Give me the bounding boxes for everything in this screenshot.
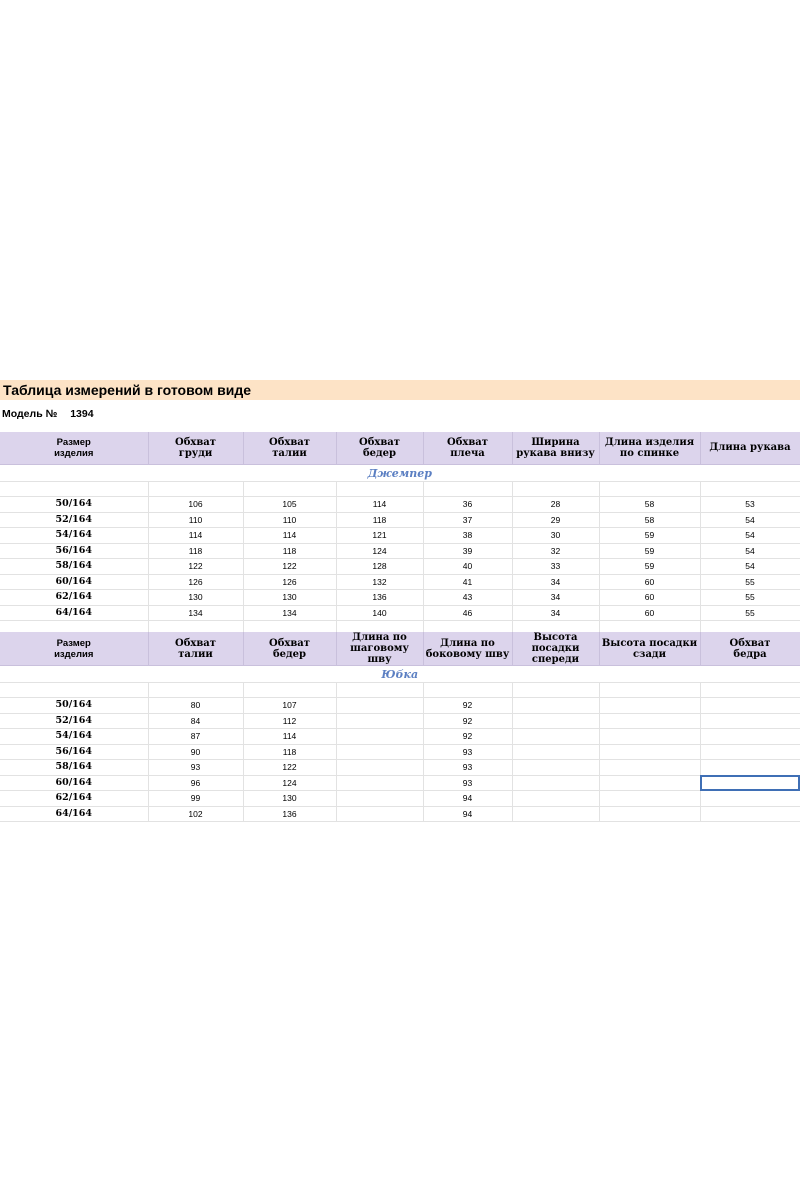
value-cell[interactable]: 60 <box>599 574 700 590</box>
value-cell[interactable]: 128 <box>336 559 423 575</box>
empty-cell[interactable] <box>243 683 336 698</box>
jumper-header-7[interactable] <box>700 432 800 465</box>
value-cell[interactable]: 92 <box>423 729 512 745</box>
empty-cell[interactable] <box>148 482 243 497</box>
header-text: бедер <box>272 648 307 660</box>
header-text: Обхват <box>359 437 400 448</box>
value-cell[interactable]: 94 <box>423 806 512 822</box>
header-text: груди <box>178 448 213 459</box>
value-cell[interactable] <box>512 775 599 791</box>
size-cell[interactable]: 62/164 <box>0 791 148 807</box>
size-cell[interactable]: 58/164 <box>0 760 148 776</box>
value-cell[interactable]: 93 <box>423 775 512 791</box>
value-cell[interactable]: 114 <box>243 528 336 544</box>
size-cell[interactable]: 56/164 <box>0 744 148 760</box>
header-text: плеча <box>450 448 485 459</box>
empty-cell[interactable] <box>512 683 599 698</box>
value-cell[interactable]: 93 <box>423 760 512 776</box>
jumper-section-label: Джемпер <box>0 465 800 482</box>
table-row <box>0 528 800 544</box>
table-row <box>0 574 800 590</box>
value-cell[interactable] <box>700 713 800 729</box>
value-cell[interactable]: 122 <box>243 760 336 776</box>
table-row <box>0 791 800 807</box>
size-cell[interactable]: 62/164 <box>0 590 148 606</box>
value-cell[interactable]: 105 <box>243 497 336 513</box>
value-cell[interactable]: 80 <box>148 698 243 714</box>
model-number: 1394 <box>70 408 94 420</box>
value-cell[interactable]: 29 <box>512 512 599 528</box>
empty-cell[interactable] <box>0 482 148 497</box>
value-cell[interactable]: 59 <box>599 559 700 575</box>
value-cell[interactable]: 60 <box>599 605 700 621</box>
value-cell[interactable]: 46 <box>423 605 512 621</box>
table-row <box>0 729 800 745</box>
value-cell[interactable] <box>700 760 800 776</box>
size-cell[interactable]: 54/164 <box>0 528 148 544</box>
value-cell[interactable]: 59 <box>599 528 700 544</box>
value-cell[interactable] <box>512 713 599 729</box>
empty-cell[interactable] <box>423 683 512 698</box>
value-cell[interactable] <box>599 775 700 791</box>
value-cell[interactable]: 121 <box>336 528 423 544</box>
value-cell[interactable]: 58 <box>599 512 700 528</box>
header-text: бедер <box>362 448 397 459</box>
size-cell[interactable]: 52/164 <box>0 713 148 729</box>
value-cell[interactable] <box>700 806 800 822</box>
empty-cell[interactable] <box>148 683 243 698</box>
value-cell[interactable]: 136 <box>243 806 336 822</box>
value-cell[interactable]: 28 <box>512 497 599 513</box>
value-cell[interactable]: 130 <box>148 590 243 606</box>
header-text: талии <box>272 448 307 459</box>
table-row <box>0 698 800 714</box>
header-text: Обхват <box>175 437 216 448</box>
value-cell[interactable]: 92 <box>423 698 512 714</box>
empty-cell[interactable] <box>243 482 336 497</box>
size-cell[interactable]: 60/164 <box>0 574 148 590</box>
size-cell[interactable]: 52/164 <box>0 512 148 528</box>
model-label: Модель № <box>2 408 58 420</box>
header-text: Ширина <box>531 437 580 448</box>
header-text: Высота посадки <box>531 632 580 654</box>
value-cell[interactable] <box>512 791 599 807</box>
value-cell[interactable] <box>512 760 599 776</box>
size-cell[interactable]: 64/164 <box>0 605 148 621</box>
header-text: Обхват <box>729 637 771 649</box>
value-cell[interactable]: 118 <box>243 543 336 559</box>
value-cell[interactable]: 122 <box>148 559 243 575</box>
value-cell[interactable] <box>700 698 800 714</box>
jumper-header-0[interactable] <box>0 432 148 465</box>
header-text: Длина по <box>352 632 407 643</box>
value-cell[interactable] <box>599 744 700 760</box>
table-row <box>0 590 800 606</box>
value-cell[interactable] <box>336 760 423 776</box>
value-cell[interactable]: 90 <box>148 744 243 760</box>
value-cell[interactable]: 96 <box>148 775 243 791</box>
header-text: Обхват <box>447 437 488 448</box>
jumper-measurements-table <box>0 432 800 634</box>
value-cell[interactable]: 99 <box>148 791 243 807</box>
value-cell[interactable]: 40 <box>423 559 512 575</box>
value-cell[interactable] <box>512 698 599 714</box>
value-cell[interactable]: 84 <box>148 713 243 729</box>
value-cell[interactable] <box>599 806 700 822</box>
value-cell[interactable] <box>700 791 800 807</box>
value-cell[interactable]: 114 <box>243 729 336 745</box>
jumper-header-4[interactable] <box>423 432 512 465</box>
header-text: изделия <box>54 648 94 660</box>
value-cell[interactable]: 39 <box>423 543 512 559</box>
value-cell[interactable]: 34 <box>512 605 599 621</box>
value-cell[interactable]: 134 <box>148 605 243 621</box>
jumper-header-3[interactable] <box>336 432 423 465</box>
value-cell[interactable]: 38 <box>423 528 512 544</box>
empty-cell[interactable] <box>336 482 423 497</box>
value-cell[interactable]: 93 <box>148 760 243 776</box>
model-line <box>2 408 94 420</box>
header-text: рукава внизу <box>516 448 595 459</box>
size-cell[interactable]: 50/164 <box>0 497 148 513</box>
value-cell[interactable]: 87 <box>148 729 243 745</box>
empty-cell[interactable] <box>599 683 700 698</box>
value-cell[interactable]: 102 <box>148 806 243 822</box>
value-cell[interactable]: 94 <box>423 791 512 807</box>
empty-cell[interactable] <box>423 482 512 497</box>
value-cell[interactable] <box>512 729 599 745</box>
value-cell[interactable]: 122 <box>243 559 336 575</box>
header-text: бедра <box>733 648 767 660</box>
value-cell[interactable] <box>336 806 423 822</box>
value-cell[interactable]: 110 <box>148 512 243 528</box>
header-text: Высота посадки <box>601 637 698 649</box>
header-text: Размер <box>56 437 91 448</box>
value-cell[interactable]: 118 <box>148 543 243 559</box>
value-cell[interactable]: 136 <box>336 590 423 606</box>
header-text: Длина по <box>440 637 495 649</box>
value-cell[interactable]: 55 <box>700 574 800 590</box>
value-cell[interactable]: 54 <box>700 543 800 559</box>
value-cell[interactable]: 54 <box>700 528 800 544</box>
header-text: спереди <box>531 654 580 665</box>
header-text: Обхват <box>175 637 216 649</box>
size-cell[interactable]: 54/164 <box>0 729 148 745</box>
table-row <box>0 605 800 621</box>
size-cell[interactable]: 50/164 <box>0 698 148 714</box>
header-text: Длина рукава <box>709 442 791 453</box>
skirt-measurements-table <box>0 632 800 822</box>
header-text: Обхват <box>269 437 310 448</box>
value-cell[interactable]: 55 <box>700 590 800 606</box>
value-cell[interactable] <box>336 729 423 745</box>
value-cell[interactable]: 54 <box>700 559 800 575</box>
value-cell[interactable]: 118 <box>243 744 336 760</box>
empty-cell[interactable] <box>512 482 599 497</box>
jumper-header-row <box>0 432 800 465</box>
table-row <box>0 744 800 760</box>
skirt-header-3[interactable] <box>336 632 423 666</box>
table-row <box>0 543 800 559</box>
value-cell[interactable]: 114 <box>148 528 243 544</box>
jumper-header-2[interactable] <box>243 432 336 465</box>
value-cell[interactable]: 140 <box>336 605 423 621</box>
header-text: шаговому шву <box>350 643 409 665</box>
value-cell[interactable]: 126 <box>243 574 336 590</box>
value-cell[interactable] <box>336 744 423 760</box>
value-cell[interactable]: 43 <box>423 590 512 606</box>
table-row <box>0 497 800 513</box>
value-cell[interactable]: 124 <box>336 543 423 559</box>
value-cell[interactable]: 134 <box>243 605 336 621</box>
value-cell[interactable] <box>336 713 423 729</box>
value-cell[interactable] <box>599 729 700 745</box>
empty-cell[interactable] <box>700 482 800 497</box>
header-text: Размер <box>56 637 91 649</box>
value-cell[interactable]: 30 <box>512 528 599 544</box>
jumper-header-1[interactable] <box>148 432 243 465</box>
size-cell[interactable]: 60/164 <box>0 775 148 791</box>
value-cell[interactable]: 132 <box>336 574 423 590</box>
value-cell[interactable]: 114 <box>336 497 423 513</box>
value-cell[interactable]: 126 <box>148 574 243 590</box>
table-row <box>0 775 800 791</box>
header-text: талии <box>178 648 213 660</box>
size-cell[interactable]: 58/164 <box>0 559 148 575</box>
value-cell[interactable] <box>700 744 800 760</box>
size-cell[interactable]: 56/164 <box>0 543 148 559</box>
value-cell[interactable]: 58 <box>599 497 700 513</box>
skirt-header-6[interactable] <box>599 632 700 666</box>
value-cell[interactable] <box>599 698 700 714</box>
header-text: Длина изделия <box>604 437 695 448</box>
value-cell[interactable]: 37 <box>423 512 512 528</box>
value-cell[interactable]: 41 <box>423 574 512 590</box>
header-text: по спинке <box>619 448 680 459</box>
value-cell[interactable] <box>336 775 423 791</box>
skirt-header-0[interactable] <box>0 632 148 666</box>
skirt-header-row <box>0 632 800 666</box>
value-cell[interactable]: 93 <box>423 744 512 760</box>
header-text: изделия <box>54 448 94 459</box>
skirt-header-7[interactable] <box>700 632 800 666</box>
value-cell[interactable]: 32 <box>512 543 599 559</box>
header-text: боковому шву <box>425 648 510 660</box>
header-text: сзади <box>632 648 667 660</box>
value-cell[interactable]: 130 <box>243 590 336 606</box>
value-cell[interactable]: 34 <box>512 590 599 606</box>
value-cell[interactable]: 33 <box>512 559 599 575</box>
value-cell[interactable]: 118 <box>336 512 423 528</box>
value-cell[interactable]: 107 <box>243 698 336 714</box>
skirt-header-1[interactable] <box>148 632 243 666</box>
value-cell[interactable]: 60 <box>599 590 700 606</box>
value-cell[interactable]: 124 <box>243 775 336 791</box>
value-cell[interactable]: 34 <box>512 574 599 590</box>
empty-cell[interactable] <box>700 683 800 698</box>
value-cell[interactable]: 106 <box>148 497 243 513</box>
value-cell[interactable] <box>700 775 800 791</box>
value-cell[interactable]: 110 <box>243 512 336 528</box>
value-cell[interactable] <box>700 729 800 745</box>
value-cell[interactable]: 92 <box>423 713 512 729</box>
table-row <box>0 512 800 528</box>
sheet-title: Таблица измерений в готовом виде <box>0 380 800 400</box>
size-cell[interactable]: 64/164 <box>0 806 148 822</box>
skirt-header-5[interactable] <box>512 632 599 666</box>
value-cell[interactable]: 53 <box>700 497 800 513</box>
value-cell[interactable]: 54 <box>700 512 800 528</box>
value-cell[interactable]: 55 <box>700 605 800 621</box>
table-row <box>0 760 800 776</box>
value-cell[interactable] <box>599 791 700 807</box>
value-cell[interactable] <box>512 806 599 822</box>
table-row <box>0 806 800 822</box>
skirt-header-2[interactable] <box>243 632 336 666</box>
value-cell[interactable] <box>599 713 700 729</box>
jumper-header-5[interactable] <box>512 432 599 465</box>
value-cell[interactable] <box>599 760 700 776</box>
empty-cell[interactable] <box>599 482 700 497</box>
value-cell[interactable] <box>336 791 423 807</box>
jumper-header-6[interactable] <box>599 432 700 465</box>
value-cell[interactable] <box>336 698 423 714</box>
value-cell[interactable]: 130 <box>243 791 336 807</box>
empty-cell[interactable] <box>0 683 148 698</box>
value-cell[interactable] <box>512 744 599 760</box>
value-cell[interactable]: 36 <box>423 497 512 513</box>
value-cell[interactable]: 59 <box>599 543 700 559</box>
table-row <box>0 559 800 575</box>
skirt-header-4[interactable] <box>423 632 512 666</box>
header-text: Обхват <box>269 637 310 649</box>
empty-cell[interactable] <box>336 683 423 698</box>
value-cell[interactable]: 112 <box>243 713 336 729</box>
table-row <box>0 713 800 729</box>
skirt-section-label: Юбка <box>0 666 800 683</box>
